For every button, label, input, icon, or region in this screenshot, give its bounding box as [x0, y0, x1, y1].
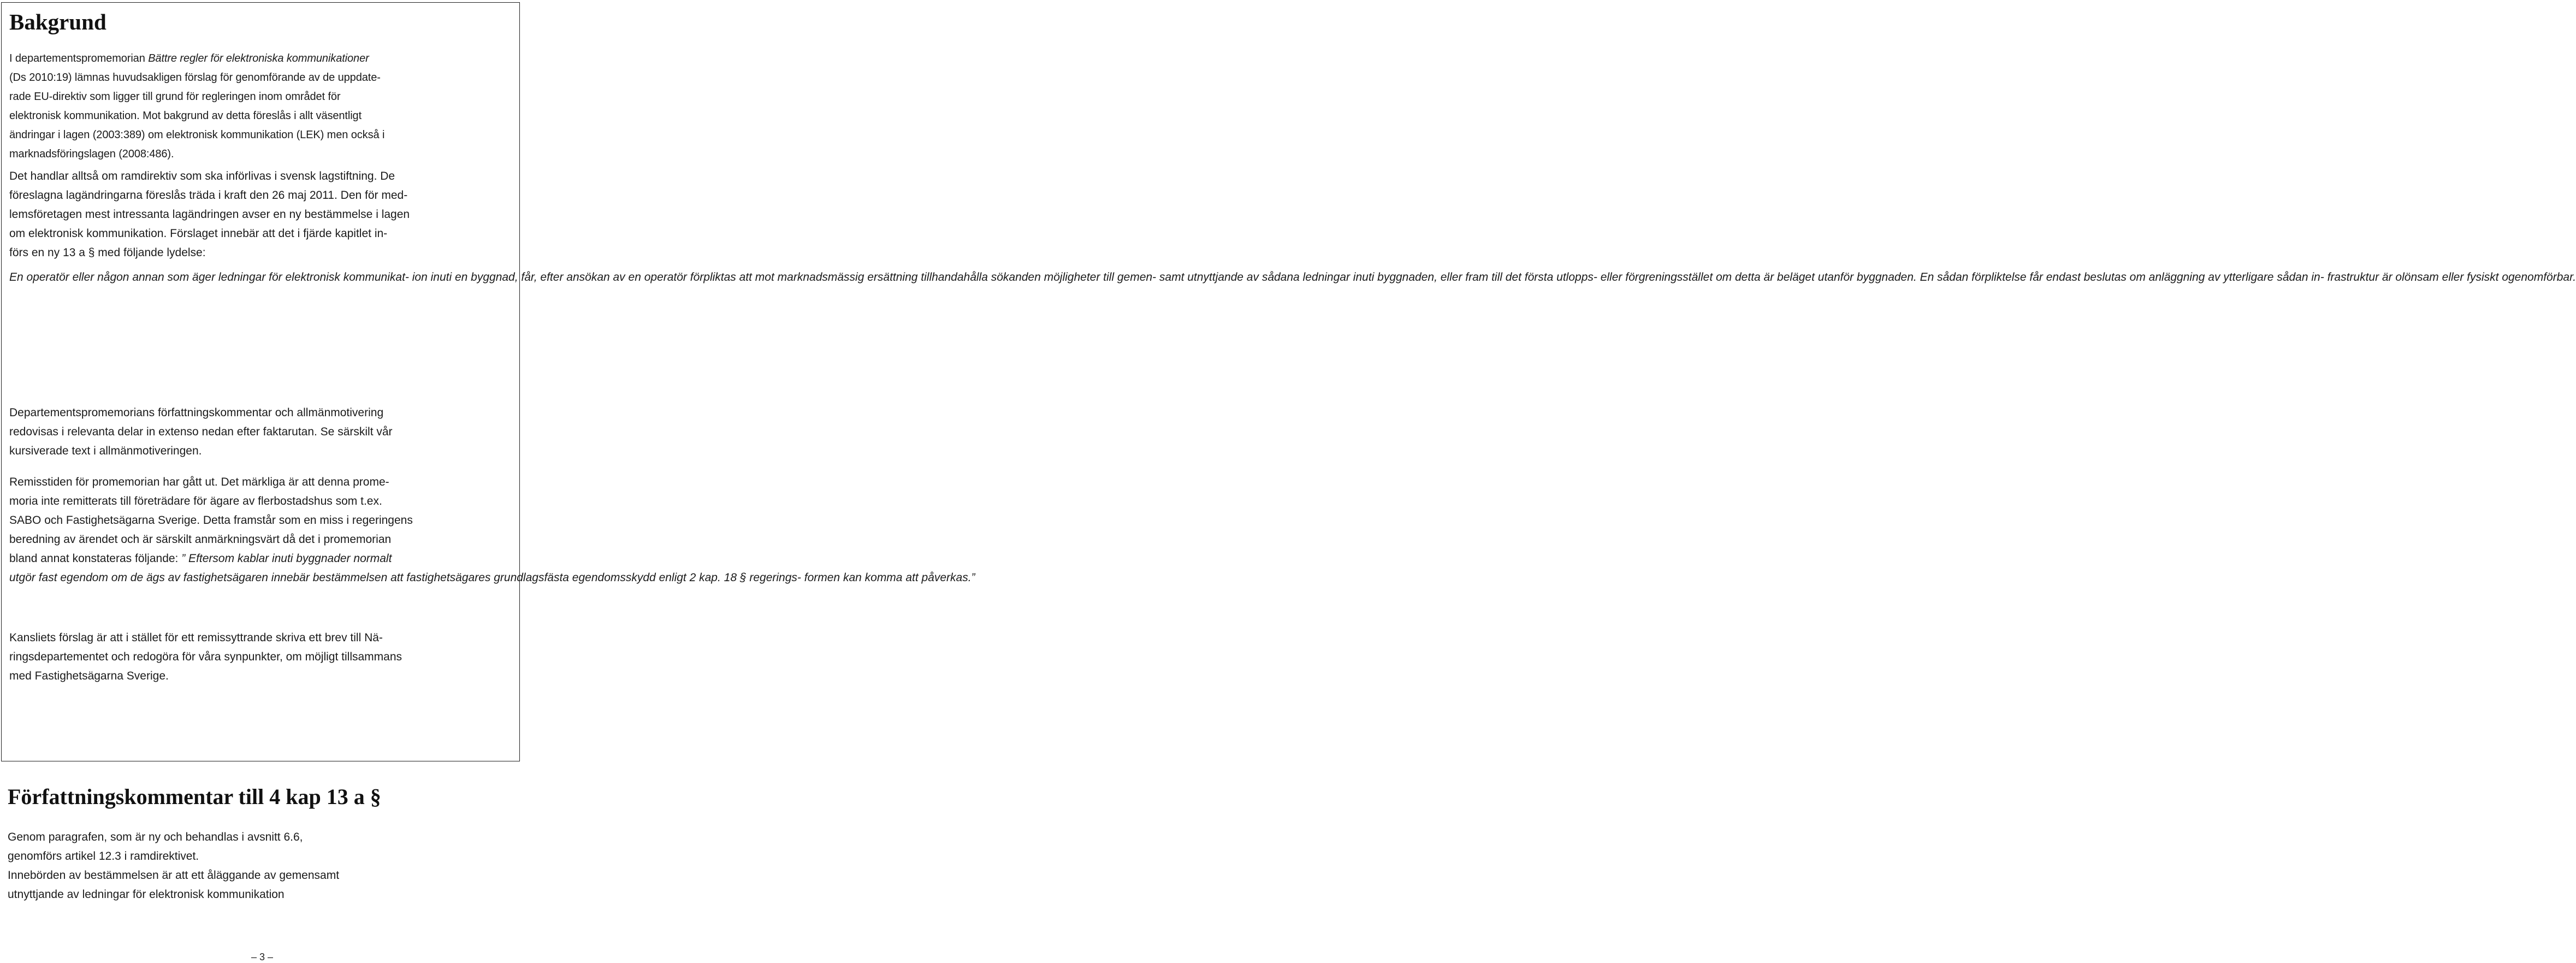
- text-line: elektronisk kommunikation. Mot bakgrund av detta föreslås i allt väsentligt: [9, 110, 362, 122]
- text-line: förs en ny 13 a § med följande lydelse:: [9, 246, 206, 259]
- text-line: SABO och Fastighetsägarna Sverige. Detta framstår som en miss i regeringens: [9, 514, 413, 527]
- text-line: Det handlar alltså om ramdirektiv som ska införlivas i svensk lagstiftning. De: [9, 170, 395, 182]
- quote-line: marknadsmässig ersättning tillhandahålla sökanden möjligheter till gemen-: [777, 271, 1157, 283]
- text-line: redovisas i relevanta delar in extenso nedan efter faktarutan. Se särskilt vår: [9, 426, 393, 438]
- paragraph-intro: [9, 49, 515, 164]
- text-line: Genom paragrafen, som är ny och behandlas i avsnitt 6.6,: [8, 831, 303, 843]
- text-line: marknadsföringslagen (2008:486).: [9, 148, 174, 160]
- section-heading: Författningskommentar till 4 kap 13 a §: [8, 784, 381, 809]
- quote-line: samt utnyttjande av sådana ledningar inuti byggnaden, eller fram till det första: [1159, 271, 1554, 283]
- text-line: kursiverade text i allmänmotiveringen.: [9, 445, 202, 457]
- text-line: med Fastighetsägarna Sverige.: [9, 670, 169, 682]
- text-line: ändringar i lagen (2003:389) om elektronisk kommunikation (LEK) men också i: [9, 129, 385, 141]
- paragraph-consultation: [9, 472, 975, 587]
- text-line: Remisstiden för promemorian har gått ut. Det märkliga är att denna prome-: [9, 476, 389, 488]
- text-line: Departementspromemorians författningskommentar och allmänmotivering: [9, 406, 384, 419]
- text-line: rade EU-direktiv som ligger till grund för regleringen inom området för: [9, 91, 341, 103]
- text-line: ringsdepartementet och redogöra för våra synpunkter, om möjligt tillsammans: [9, 651, 402, 663]
- paragraph-law-quote: [9, 268, 2576, 287]
- intro-text: I departementspromemorian: [9, 52, 149, 64]
- quote-line: formen kan komma att påverkas.”: [804, 571, 975, 584]
- text-line: utnyttjande av ledningar för elektronisk kommunikation: [8, 888, 285, 901]
- page-number: – 3 –: [251, 952, 274, 962]
- quote-line: frastruktur är olönsam eller fysiskt ogenomförbar.: [2327, 271, 2576, 283]
- paragraph-commentary: [9, 403, 515, 460]
- memo-title: Bättre regler för elektroniska kommunikationer: [148, 52, 369, 64]
- text-line: Kansliets förslag är att i stället för ett remissyttrande skriva ett brev till Nä-: [9, 631, 383, 644]
- text-line: moria inte remitterats till företrädare för ägare av flerbostadshus som t.ex.: [9, 495, 382, 507]
- text-line: genomförs artikel 12.3 i ramdirektivet.: [8, 850, 199, 862]
- text-line: Innebörden av bestämmelsen är att ett åläggande av gemensamt: [8, 869, 340, 882]
- quote-line: sådan förpliktelse får endast beslutas om anläggning av ytterligare sådan in-: [1937, 271, 2324, 283]
- quote-line: utgör fast egendom om de ägs av fastighetsägaren innebär bestämmelsen att: [9, 571, 404, 584]
- quote-line: En operatör eller någon annan som äger ledningar för elektronisk kommunikat-: [9, 271, 409, 283]
- text-line: föreslagna lagändringarna föreslås träda i kraft den 26 maj 2011. Den för med-: [9, 189, 408, 202]
- text-line: om elektronisk kommunikation. Förslaget innebär att det i fjärde kapitlet in-: [9, 227, 388, 240]
- quote-line: fastighetsägares grundlagsfästa egendomsskydd enligt 2 kap. 18 § regerings-: [406, 571, 801, 584]
- paragraph-section-body: [8, 828, 513, 904]
- text-line: lemsföretagen mest intressanta lagändringen avser en ny bestämmelse i lagen: [9, 208, 410, 221]
- text-line: beredning av ärendet och är särskilt anmärkningsvärt då det i promemorian: [9, 533, 392, 546]
- quote-start: ” Eftersom kablar inuti byggnader normalt: [181, 552, 392, 565]
- box-heading: Bakgrund: [9, 9, 106, 34]
- background-fact-box: [1, 2, 2576, 761]
- paragraph-directive: [9, 167, 515, 262]
- text-line: bland annat konstateras följande:: [9, 552, 182, 565]
- text-line: (Ds 2010:19) lämnas huvudsakligen förslag för genomförande av de uppdate-: [9, 72, 381, 84]
- quote-line: ion inuti en byggnad, får, efter ansökan av en operatör förpliktas att mot: [412, 271, 774, 283]
- paragraph-proposal: [9, 628, 515, 686]
- quote-line: utlopps- eller förgreningsstället om detta är beläget utanför byggnaden. En: [1556, 271, 1934, 283]
